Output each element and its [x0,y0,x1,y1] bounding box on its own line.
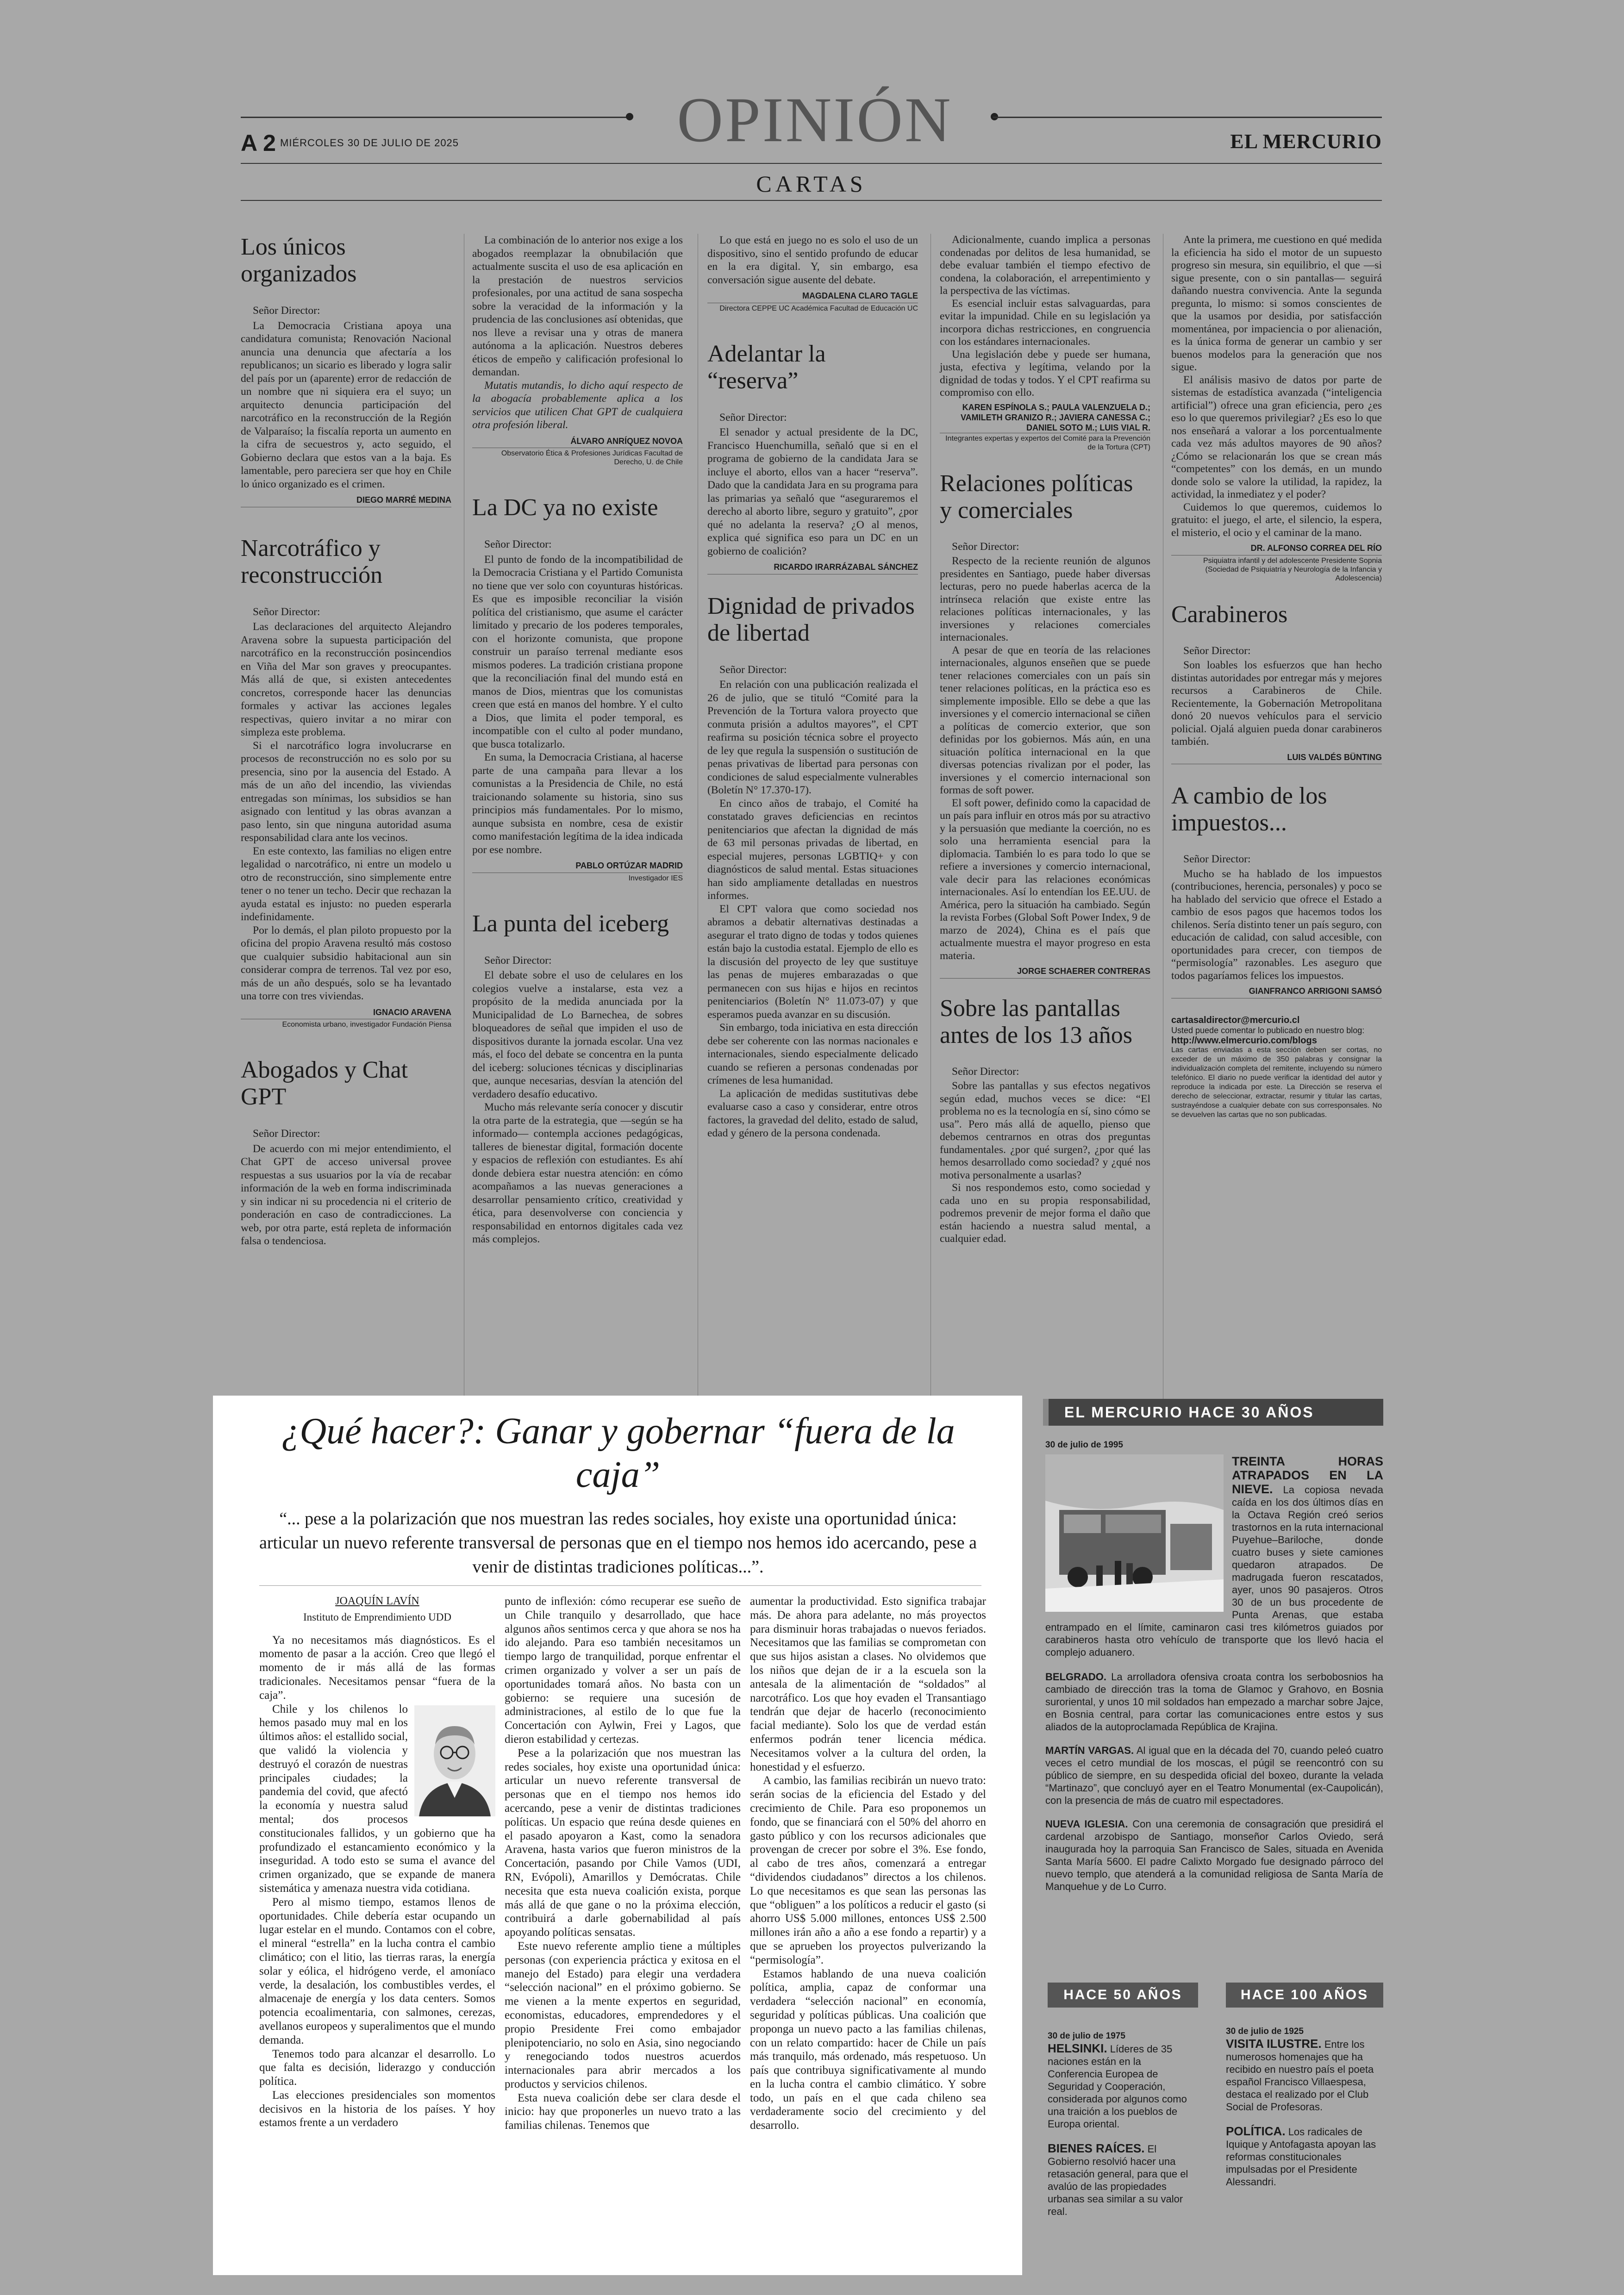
hace-30-item [1045,1744,1383,1807]
hace-100-item [1226,2125,1383,2188]
item-text: Al igual que en la década del 70, cuando peleó cuatro veces el cetro mundial de los moscas, el púgil se reencontró con su público de siempre, en su despedida oficial del boxeo, durante la velada “Martinazo”, que concluyó ayer en el Teatro Monumental (ex-Caupolicán), con la presencia de más de cuatro mil espectadores. [1045,1745,1384,1806]
letter-signature: IGNACIO ARAVENA [241,1006,451,1020]
feature-paragraph: Esta nueva coalición debe ser clara desde el inicio: hay que proponerles un nuevo trato a las familias chilenas. Tenemos que [505,2091,741,2132]
header-rule-left [241,117,630,118]
hace-30-lead: La copiosa nevada caída en los dos últimos días en la Octava Región creó serios trastornos en la ruta internacional Puyehue–Bariloche, donde cuatro buses y siete camiones quedaron atrapados. De madrugada fueron rescatados, ayer, unos 90 pasajeros. Otros 30 de un bus procedente de Punta Arenas, que estaba entrampado en el límite, caminaron casi tres kilómetros guiados por carabineros hasta otro vehículo de transporte que los llevó hacia el complejo aduanero. [1045,1484,1383,1658]
letter-salutation: Señor Director: [484,538,552,550]
hace-50-item [1048,2142,1198,2218]
letter-salutation: Señor Director: [952,540,1019,553]
letter [1171,783,1382,998]
letter-paragraph: Si nos respondemos esto, como sociedad y cada uno en su propia responsabilidad, podremos prevenir de mejor forma el daño que están haciendo a nuestra salud mental, a cualquier edad. [940,1182,1150,1245]
hace-100-body [1226,2025,1383,2188]
hace-50-date: 30 de julio de 1975 [1048,2031,1125,2041]
feature-paragraph: Pese a la polarización que nos muestran las redes sociales, hoy existe una oportunidad única: articular un nuevo referente transversal de personas que en el tiempo nos hemos ido acercando, pese a venir de distintas tradiciones políticas. Un espacio que reúna desde quienes en el pasado apoyaron a Kast, como la senadora Aravena, hasta varios que fueron ministros de la Concertación, pasando por Chile Vamos (UDI, RN, Evópoli), Amarillos y Demócratas. Chile necesita que esta nueva coalición exista, porque más allá de que gane o no la próxima elección, contribuirá a darle gobernabilidad al país apoyando políticas sensatas. [505,1746,741,1939]
feature-rule [259,1585,981,1586]
letter-salutation: Señor Director: [719,663,787,676]
letter [1171,601,1382,765]
item-keyword: POLÍTICA. [1226,2124,1286,2138]
letter-paragraph: La combinación de lo anterior nos exige a los abogados reemplazar la obnubilación que actualmente suscita el uso de esa aplicación en la prestación de nuestros servicios profesionales, por una actitud de sana sospecha sobre la veracidad de la información y la prudencia de las conclusiones así obtenidas, que nos lleve a revisar una y otras de manera autónoma a la aplicación. Nuestros deberes éticos de empeño y calificación profesional lo demandan. [472,234,683,378]
hace-30-date: 30 de julio de 1995 [1045,1440,1123,1450]
letter-signature: JORGE SCHAERER CONTRERAS [940,965,1150,979]
item-keyword: BIENES RAÍCES. [1048,2141,1145,2155]
feature-paragraph: A cambio, las familias recibirán un nuevo trato: serán socias de la eficiencia del Estado y del crecimiento de Chile. Para eso proponemos un fondo, que se financiará con el 50% del ahorro en gasto público y con los recursos adicionales que provengan de crecer por sobre el 3%. Ese fondo, al cabo de tres años, comenzará a entregar “dividendos ciudadanos” directos a los chilenos. Lo que necesitamos es que sean las personas las que “obliguen” a los políticos a reducir el gasto (si ahorro US$ 5.000 millones, entonces US$ 2.500 millones irán año a año a ese fondo a repartir) y a que se aprueben los proyectos pulverizando la “permisología”. [750,1774,986,1966]
hace-30-item [1045,1671,1383,1733]
item-keyword: NUEVA IGLESIA. [1045,1818,1128,1830]
item-text: Líderes de 35 naciones están en la Conferencia Europea de Seguridad y Cooperación, considerada por algunos como una traición a los pueblos de Europa oriental. [1048,2043,1187,2130]
item-keyword: MARTÍN VARGAS. [1045,1745,1134,1756]
letter-paragraph: Una legislación debe y puede ser humana, justa, efectiva y legítima, velando por la dignidad de todas y todos. Y el CPT reafirma su compromiso con ello. [940,348,1150,399]
item-text: La arrolladora ofensiva croata contra los serbobosnios ha cambiado de dirección tras la toma de Glamoc y Grahovo, en Bosnia suroriental, y unos 10 mil soldados han empezado a marchar sobre Jajce, en Bosnia central, para cortar las comunicaciones entre estos y sus aliados de la autoproclamada República de Krajina. [1045,1671,1383,1733]
letter-title: Dignidad de privados de libertad [707,592,915,646]
hace-100-banner: HACE 100 AÑOS [1226,1983,1383,2008]
feature-paragraph: Chile y los chilenos lo hemos pasado muy mal en los últimos años: el estallido social, que validó la violencia y destruyó el corazón de nuestras principales ciudades; la pandemia del covid, que afectó la economía y nuestra salud mental; dos procesos constitucionales fallidos, y un gobierno que ha profundizado el estancamiento económico y la inseguridad. A todo esto se suma el avance del crimen organizado, que se expande de manera sistemática y amenaza nuestra vida cotidiana. [259,1703,495,1895]
hace-50-item [1048,2042,1198,2130]
feature-pull-quote: “... pese a la polarización que nos muestran las redes sociales, hoy existe una oportunidad única: articular un nuevo referente transversal de personas que en el tiempo nos hemos ido acercando, pese a venir de distintas tradiciones políticas...”. [259,1509,977,1577]
header-rule-top [241,163,1382,164]
subsection-title: CARTAS [756,171,867,197]
letter-affiliation: Integrantes expertas y expertos del Comité para la Prevención de la Tortura (CPT) [945,434,1150,451]
letter-salutation: Señor Director: [253,305,320,317]
letters-column-5 [1171,234,1382,1120]
letter-paragraph: El análisis masivo de datos por parte de sistemas de estadística avanzada (“inteligencia artificial”) ofrece una gran eficiencia, pero ¿es eso lo que queremos privilegiar? ¿Es eso lo que nos enseñará a valorar a los porcentualmente cada vez más adultos mayores de 90 años? ¿Cómo se relacionarán los que se crean más “competentes” con los demás, en un mundo donde solo se valore la utilidad, la rapidez, la actividad, la inmediatez y el poder? [1171,374,1382,500]
letter-title: Los únicos organizados [241,234,357,287]
letter-signature: LUIS VALDÉS BÜNTING [1171,751,1382,765]
feature-column-1 [259,1595,495,2130]
letter-affiliation: Investigador IES [628,874,683,882]
letter-title: Sobre las pantallas antes de los 13 años [940,995,1132,1048]
letters-column-2 [472,234,683,1246]
letters-column-1 [241,234,451,1248]
contact-box [1171,1015,1382,1120]
letter-title: Narcotráfico y reconstrucción [241,535,383,588]
letter-salutation: Señor Director: [484,954,552,967]
letter-salutation: Señor Director: [1183,853,1251,865]
letter [241,535,451,1029]
contact-email[interactable]: cartasaldirector@mercurio.cl [1171,1015,1300,1025]
letter-paragraph: En cinco años de trabajo, el Comité ha constatado graves deficiencias en recintos penitenciarios que afectan la dignidad de más de 63 mil personas privadas de libertad, en especial mujeres, personas LGBTIQ+ y con diagnósticos de salud mental. Estas situaciones han sido ampliamente detalladas en nuestros informes. [707,797,918,902]
item-text: El Gobierno resolvió hacer una retasación general, para que el avalúo de las propiedades urbanas sea similar a su valor real. [1048,2143,1188,2217]
author-photo [414,1705,495,1816]
letter-affiliation: Observatorio Ética & Profesiones Jurídicas Facultad de Derecho, U. de Chile [501,449,683,466]
letter-paragraph: Es esencial incluir estas salvaguardas, para evitar la impunidad. Chile en su legislación ya incorpora dichas restricciones, en congruencia con los estándares internacionales. [940,297,1150,348]
header-dot-left [626,113,633,120]
letter-title: Carabineros [1171,601,1288,628]
letter-paragraph: Si el narcotráfico logra involucrarse en procesos de reconstrucción no es solo por su presencia, sino por la ausencia del Estado. A más de un año del incendio, las viviendas entregadas son mínimas, los subsidios se han asignado con lentitud y las obras avanzan a paso lento, sin que ninguna autoridad asuma responsabilidad clara ante los vecinos. [241,739,451,844]
hace-50-banner: HACE 50 AÑOS [1048,1983,1198,2008]
hace-30-item [1045,1818,1383,1893]
feature-paragraph: punto de inflexión: cómo recuperar ese sueño de un Chile tranquilo y desarrollado, que hace algunos años sentimos cerca y que ahora se nos ha ido alejando. Para eso también necesitamos un tiempo largo de tranquilidad, porque enfrentar el crimen organizado y volver a ser un país de oportunidades tomará años. No basta con un gobierno: se requiere una sucesión de administraciones, al estilo de lo que fue la Concertación con Aylwin, Frei y Lagos, que dieron estabilidad y certezas. [505,1595,741,1746]
letter-paragraph: De acuerdo con mi mejor entendimiento, el Chat GPT de acceso universal provee respuestas a sus usuarios por la vía de recabar información de la web en forma indiscriminada y sin indicar ni su procedencia ni el criterio de ponderación en caso de contradicciones. La web, por otra parte, está repleta de información falsa o tendenciosa. [241,1142,451,1247]
letter-signature: DIEGO MARRÉ MEDINA [241,493,451,507]
feature-paragraph: Estamos hablando de una nueva coalición política, amplia, capaz de conformar una verdadera “selección nacional” en economía, seguridad y políticas públicas. Una coalición que proponga un nuevo pacto a las familias chilenas, con un relato compartido: hacer de Chile un país más tranquilo, más ordenado, más respetuoso. Un país que contribuya significativamente al mundo en la lucha contra el cambio climático. Y sobre todo, un país en el que cada chileno sea verdaderamente socio del crecimiento y del desarrollo. [750,1967,986,2132]
letter-title: Adelantar la “reserva” [707,340,826,394]
letter-affiliation: Directora CEPPE UC Académica Facultad de Educación UC [719,304,918,312]
letter [241,234,451,507]
archive-photo [1045,1454,1224,1612]
item-text: Los radicales de Iquique y Antofagasta apoyan las reformas constitucionales impulsadas por el Presidente Alessandri. [1226,2126,1376,2188]
letter-signature: KAREN ESPÍNOLA S.; PAULA VALENZUELA D.; VAMILETH GRANIZO R.; JAVIERA CANESSA C.; DANIEL SOTO M.; LUIS VIAL R. [940,402,1150,433]
feature-paragraph: Las elecciones presidenciales son momentos decisivos en la historia de los países. Y hoy estamos frente a un verdadero [259,2089,495,2129]
letter-paragraph: El debate sobre el uso de celulares en los colegios vuelve a instalarse, esta vez a propósito de la medida anunciada por la Municipalidad de Lo Barnechea, de sobres bloqueadores de señal que impiden el uso de dispositivos durante la jornada escolar. Una vez más, el foco del debate se concentra en la punta del iceberg: soluciones técnicas y disciplinarias que, aunque necesarias, desvían la atención del verdadero desafío educativo. [472,969,683,1100]
letter-paragraph: El senador y actual presidente de la DC, Francisco Huenchumilla, señaló que si en el programa de gobierno de la candidata Jara se incluye el aborto, ellos van a hacer “reserva”. Dado que la candidata Jara en su programa para las primarias ya señaló que “aseguraremos el derecho al aborto libre, seguro y gratuito”, ¿por qué no adelanta la reserva? ¿O al menos, explica qué significa eso para un DC en un gobierno de coalición? [707,426,918,557]
hace-30-banner: EL MERCURIO HACE 30 AÑOS [1043,1399,1383,1426]
letter [472,911,683,1246]
letter-paragraph: A pesar de que en teoría de las relaciones internacionales, algunos enseñen que se puede tener relaciones comerciales con un país sin tener relaciones políticas, en la práctica eso es simplemente imposible. Ello se debe a que las inversiones y el comercio internacional se ciñen a políticas de comercio exterior, que son definidas por los gobiernos. Más aún, en una situación política internacional en la que diversas potencias rivalizan por el poder, las inversiones y el comercio internacional son formas de soft power. [940,644,1150,796]
contact-intro: Usted puede comentar lo publicado en nuestro blog: [1171,1025,1365,1035]
letter-paragraph: La aplicación de medidas sustitutivas debe evaluarse caso a caso y considerar, entre otros factores, la gravedad del delito, estado de salud, edad y género de la persona condenada. [707,1087,918,1139]
letter-affiliation: Psiquiatra infantil y del adolescente Presidente Sopnia (Sociedad de Psiquiatría y Neurología de la Infancia y Adolescencia) [1203,556,1382,582]
letter-paragraph: Son loables los esfuerzos que han hecho distintas autoridades por entregar más y mejores recursos a Carabineros de Chile. Recientemente, la Gobernación Metropolitana donó 20 nuevos vehículos para el servicio policial. Ojalá alguien pueda donar carabineros también. [1171,659,1382,748]
feature-paragraph: Este nuevo referente amplio tiene a múltiples personas (con experiencia práctica y exitosa en el manejo del Estado) para elegir una verdadera “selección nacional” en el próximo gobierno. Se me vienen a la mente expertos en seguridad, economistas, educadores, emprendedores y el propio Presidente Frei como embajador plenipotenciario, no solo en Asia, sino negociando y renegociando todos nuestros acuerdos internacionales para abrir mercados a los productos y servicios chilenos. [505,1940,741,2090]
item-text: Con una ceremonia de consagración que presidirá el cardenal arzobispo de Santiago, monseñor Carlos Oviedo, será inaugurada hoy la parroquia San Francisco de Sales, situada en Avenida Santa María 5600. El padre Calixto Morgado fue designado párroco del nuevo templo, que atenderá a la comunidad religiosa de Santa María de Manquehue y de Lo Curro. [1045,1818,1383,1892]
letter-paragraph: Sin embargo, toda iniciativa en esta dirección debe ser coherente con las normas nacionales e internacionales, siendo especialmente delicado cuando se refieren a personas condenadas por crímenes de lesa humanidad. [707,1022,918,1086]
letter-paragraph: En relación con una publicación realizada el 26 de julio, que se tituló “Comité para la Prevención de la Tortura valora proyecto que conmuta prisión a adultos mayores”, el CPT reafirma su posición técnica sobre el proyecto de ley que regula la suspensión o sustitución de penas privativas de libertad para personas con condiciones de salud especialmente vulnerables (Boletín N° 17.370-17). [707,679,918,796]
letter-paragraph: Adicionalmente, cuando implica a personas condenadas por delitos de lesa humanidad, se debe evaluar también el tiempo efectivo de condena, la colaboración, el arrepentimiento y la perspectiva de las víctimas. [940,234,1150,297]
letter-title: Abogados y Chat GPT [241,1057,408,1110]
letter-paragraph: Sobre las pantallas y sus efectos negativos según edad, muchos veces se dice: “El problema no es la tecnología en sí, sino cómo se usa”. Pero más allá de aquello, pienso que debemos centrarnos en otras dos preguntas fundamentales. ¿por qué surgen?, ¿por qué las hemos desarrollado como sociedad? y ¿qué nos motiva personalmente a usarlas? [940,1080,1150,1181]
feature-paragraph: Tenemos todo para alcanzar el desarrollo. Lo que falta es decisión, liderazgo y conducción política. [259,2047,495,2088]
item-keyword: VISITA ILUSTRE. [1226,2037,1322,2051]
feature-column-3 [750,1595,986,2133]
header-rule-bottom [241,200,1382,201]
letter [472,494,683,883]
feature-paragraph: aumentar la productividad. Esto significa trabajar más. De ahora para adelante, no más proyectos para disminuir horas trabajadas o nuevos feriados. Necesitamos que las familias se comprometan con que sus hijos asistan a clases. No olvidemos que los niños que dejan de ir a la escuela son la antesala de la alimentación de “soldados” al narcotráfico. Los que hoy evaden el Transantiago tendrán que dejar de hacerlo (reconocimiento facial mediante). Solo los que de verdad están enfermos podrán tener licencia médica. Necesitamos volver a la cultura del orden, la honestidad y el esfuerzo. [750,1595,986,1773]
letter [940,470,1150,979]
letter-paragraph: Las declaraciones del arquitecto Alejandro Aravena sobre la supuesta participación del narcotráfico en la reconstrucción posincendios en Viña del Mar son graves y preocupantes. Más allá de que, si existen antecedentes concretos, corresponde hacer las denuncias formales y activar las acciones legales respectivas, quiero invitar a no mirar con simpleza este problema. [241,621,451,738]
section-title: OPINIÓN [677,84,953,155]
letter-paragraph: Cuidemos lo que queremos, cuidemos lo gratuito: el juego, el arte, el silencio, la espera, el misterio, el ocio y el caminar de la mano. [1171,501,1382,539]
letter-salutation: Señor Director: [719,411,787,424]
item-text: Entre los numerosos homenajes que ha recibido en nuestro país el poeta español Francisco Villaespesa, destaca el realizado por el Club Social de Profesoras. [1226,2039,1374,2113]
letter-salutation: Señor Director: [253,1128,320,1140]
hace-30-body [1045,1454,1383,1893]
item-keyword: BELGRADO. [1045,1671,1106,1683]
letter-title: La punta del iceberg [472,910,669,937]
header-rule-right [993,117,1382,118]
letter-paragraph: Mucho se ha hablado de los impuestos (contribuciones, herencia, personales) y poco se ha hablado del servicio que ofrece el Estado a cambio de esos pagos que hacemos todos los chilenos. Sería distinto tener un país seguro, con educación de calidad, con salud accesible, con oportunidades para crecer, con tiempos de “permisología” razonables. Les aseguro que todos pagaríamos felices los impuestos. [1171,867,1382,982]
letter-title: A cambio de los impuestos... [1171,783,1327,836]
letter-salutation: Señor Director: [952,1065,1019,1078]
letter [241,1057,451,1248]
letters-column-3 [707,234,918,1140]
hace-50-body [1048,2030,1198,2218]
feature-author: JOAQUÍN LAVÍN [335,1595,419,1607]
letter-paragraph: El soft power, definido como la capacidad de un país para influir en otros más por su atractivo y la persuasión que mediante la coerción, no es solo una herramienta esencial para la diplomacia. También lo es para todo lo que se refiere a inversiones y comercio internacional, vale decir para las relaciones económicas internacionales. Así lo entendían los EE.UU. de América, pero la situación ha cambiado. Según la revista Forbes (Global Soft Power Index, 9 de marzo de 2024), China es el país que actualmente muestra el mayor progreso en esta materia. [940,797,1150,962]
letter-paragraph: En suma, la Democracia Cristiana, al hacerse parte de una campaña para llevar a los comunistas a la Presidencia de Chile, no está traicionando solamente su historia, sino sus principios más fundamentales. Por lo mismo, aunque subsista en nombre, cesa de existir como manifestación legítima de la idea indicada por ese nombre. [472,751,683,856]
letter-paragraph: Por lo demás, el plan piloto propuesto por la oficina del propio Aravena resultó más costoso que cualquier subsidio habitacional aun sin considerar compra de terrenos. Tal vez por eso, más de un año después, solo se ha levantado una torre con tres viviendas. [241,924,451,1002]
letter-paragraph: Lo que está en juego no es solo el uso de un dispositivo, sino el sentido profundo de educar en la era digital. Y, sin embargo, esa conversación sigue ausente del debate. [707,234,918,286]
letter-signature: GIANFRANCO ARRIGONI SAMSÓ [1171,985,1382,998]
hace-100-date: 30 de julio de 1925 [1226,2027,1304,2036]
page-number: A 2 [241,130,276,156]
letter-salutation: Señor Director: [1183,644,1251,657]
letter-paragraph: Ante la primera, me cuestiono en qué medida la eficiencia ha sido el motor de un supuesto progreso sin mesura, sin equilibrio, el que —si sigue presente, con o sin pantallas— seguirá dañando nuestra convivencia. Ante la segunda pregunta, lo mismo: si somos conscientes de que la usamos por desidia, por satisfacción momentánea, por impaciencia o por alienación, es la única forma de generar un cambio y ser buenos modelos para la generación que nos sigue. [1171,234,1382,373]
feature-author-institution: Instituto de Emprendimiento UDD [303,1611,452,1623]
letter-paragraph: El CPT valora que como sociedad nos abramos a debatir alternativas destinadas a asegurar el trato digno de todas y todos quienes están bajo la custodia estatal. Ejemplo de ello es la discusión del proyecto de ley que sustituye las penas de mujeres embarazadas o que permanecen con sus hijas e hijos en recintos penitenciarios (Boletín N° 11.073-07) y que esperamos pueda avanzar en su discusión. [707,903,918,1021]
letter-signature: RICARDO IRARRÁZABAL SÁNCHEZ [707,561,918,574]
letter-paragraph: El punto de fondo de la incompatibilidad de la Democracia Cristiana y el Partido Comunista no tiene que ver solo con coyunturas históricas. Es que es imposible reconciliar la visión política del cristianismo, que asume el carácter limitado y precario de los poderes temporales, con el horizonte comunista, que propone construir un paraíso terrenal mediante esos mismos poderes. La tradición cristiana propone que la reconciliación final del mundo está en manos de Dios, mientras que los comunistas creen que está en manos del hombre. Y el culto a Dios, que limita el poder temporal, es incompatible con el culto al poder mundano, que busca totalizarlo. [472,553,683,750]
feature-paragraph: Pero al mismo tiempo, estamos llenos de oportunidades. Chile debería estar ocupando un lugar estelar en el mundo. Contamos con el cobre, el mineral “estrella” en la lucha contra el cambio climático; con el litio, las tierras raras, la energía solar y eólica, el hidrógeno verde, el amoníaco verde, la desalación, los combustibles verdes, el almacenaje de energía y los data centers. Somos potencia ecoalimentaria, con salmones, cerezas, avellanos europeos y superalimentos que el mundo demanda. [259,1896,495,2046]
letter-signature: ÁLVARO ANRÍQUEZ NOVOA [472,435,683,449]
letter-signature: DR. ALFONSO CORREA DEL RÍO [1171,542,1382,555]
page-date: MIÉRCOLES 30 DE JULIO DE 2025 [280,137,459,149]
letter-title: Relaciones políticas y comerciales [940,470,1133,524]
newspaper-name: EL MERCURIO [1230,130,1382,153]
letter-signature: MAGDALENA CLARO TAGLE [707,289,918,303]
letter-paragraph: Respecto de la reciente reunión de algunos presidentes en Santiago, puede haber diversas lecturas, pero no puede haberlas acerca de la intrínseca relación que existe entre las relaciones políticas internacionales, y las inversiones y relaciones comerciales internacionales. [940,555,1150,643]
letter-paragraph: En este contexto, las familias no eligen entre legalidad o narcotráfico, ni entre un modelo u otro de reconstrucción, sino simplemente entre tener o no tener un techo. Decir que rechazan la ayuda estatal es injusto: no pueden esperarla indefinidamente. [241,845,451,923]
letter-paragraph: La Democracia Cristiana apoya una candidatura comunista; Renovación Nacional anuncia una denuncia que afectaría a los republicanos; un sicario es liberado y logra salir del país por un (aparente) error de redacción de un nombre que ni siquiera era el suyo; un arquitecto denuncia participación del narcotráfico en la reconstrucción de la Región de Valparaíso; la fiscalía reporta un aumento en la cifra de secuestros y, acto seguido, el Gobierno declara que estos van a la baja. Es lamentable, pero pareciera ser que hoy en Chile lo único organizado es el crimen. [241,319,451,490]
letter-paragraph: Mutatis mutandis, lo dicho aquí respecto de la abogacía probablemente aplica a los servicios que utilicen Chat GPT de cualquiera otra profesión liberal. [472,379,683,431]
letter-paragraph: Mucho más relevante sería conocer y discutir la otra parte de la estrategia, que —según se ha informado— contempla acciones pedagógicas, talleres de bienestar digital, formación docente y espacios de reflexión con estudiantes. Es ahí donde debiera estar nuestra atención: en cómo acompañamos a las nuevas generaciones a desarrollar pensamiento crítico, creatividad y ética, para desenvolverse con conciencia y responsabilidad en entornos digitales cada vez más complejos. [472,1101,683,1245]
letter [707,593,918,1140]
letter [940,995,1150,1246]
letter-salutation: Señor Director: [253,605,320,618]
feature-column-2 [505,1595,741,2133]
hace-100-item [1226,2038,1383,2113]
feature-title: ¿Qué hacer?: Ganar y gobernar “fuera de la caja” [281,1411,955,1495]
letter-affiliation: Economista urbano, investigador Fundación Piensa [282,1021,451,1029]
item-keyword: HELSINKI. [1048,2041,1107,2055]
letter-title: La DC ya no existe [472,494,658,521]
blog-link[interactable]: http://www.elmercurio.com/blogs [1171,1035,1317,1046]
hace-30-headline: TREINTA HORAS ATRAPADOS EN LA NIEVE. [1232,1454,1383,1496]
contact-notice: Las cartas enviadas a esta sección deben ser cortas, no exceder de un máximo de 350 palabras y consignar la individualización completa del remitente, incluyendo su número telefónico. El diario no puede verificar la identidad del autor y reproduce la indicada por este. La Dirección se reserva el derecho de seleccionar, extractar, resumir y titular las cartas, sustrayéndose a cualquier debate con sus corresponsales. No se devuelven las cartas que no son publicadas. [1171,1046,1382,1119]
feature-paragraph: Ya no necesitamos más diagnósticos. Es el momento de pasar a la acción. Creo que llegó el momento de ir más allá de las formas tradicionales. Necesitamos pensar “fuera de la caja”. [259,1634,495,1702]
letters-column-4 [940,234,1150,1246]
letter-signature: PABLO ORTÚZAR MADRID [472,859,683,873]
letter [707,341,918,574]
banner-accent [1043,1399,1049,1426]
